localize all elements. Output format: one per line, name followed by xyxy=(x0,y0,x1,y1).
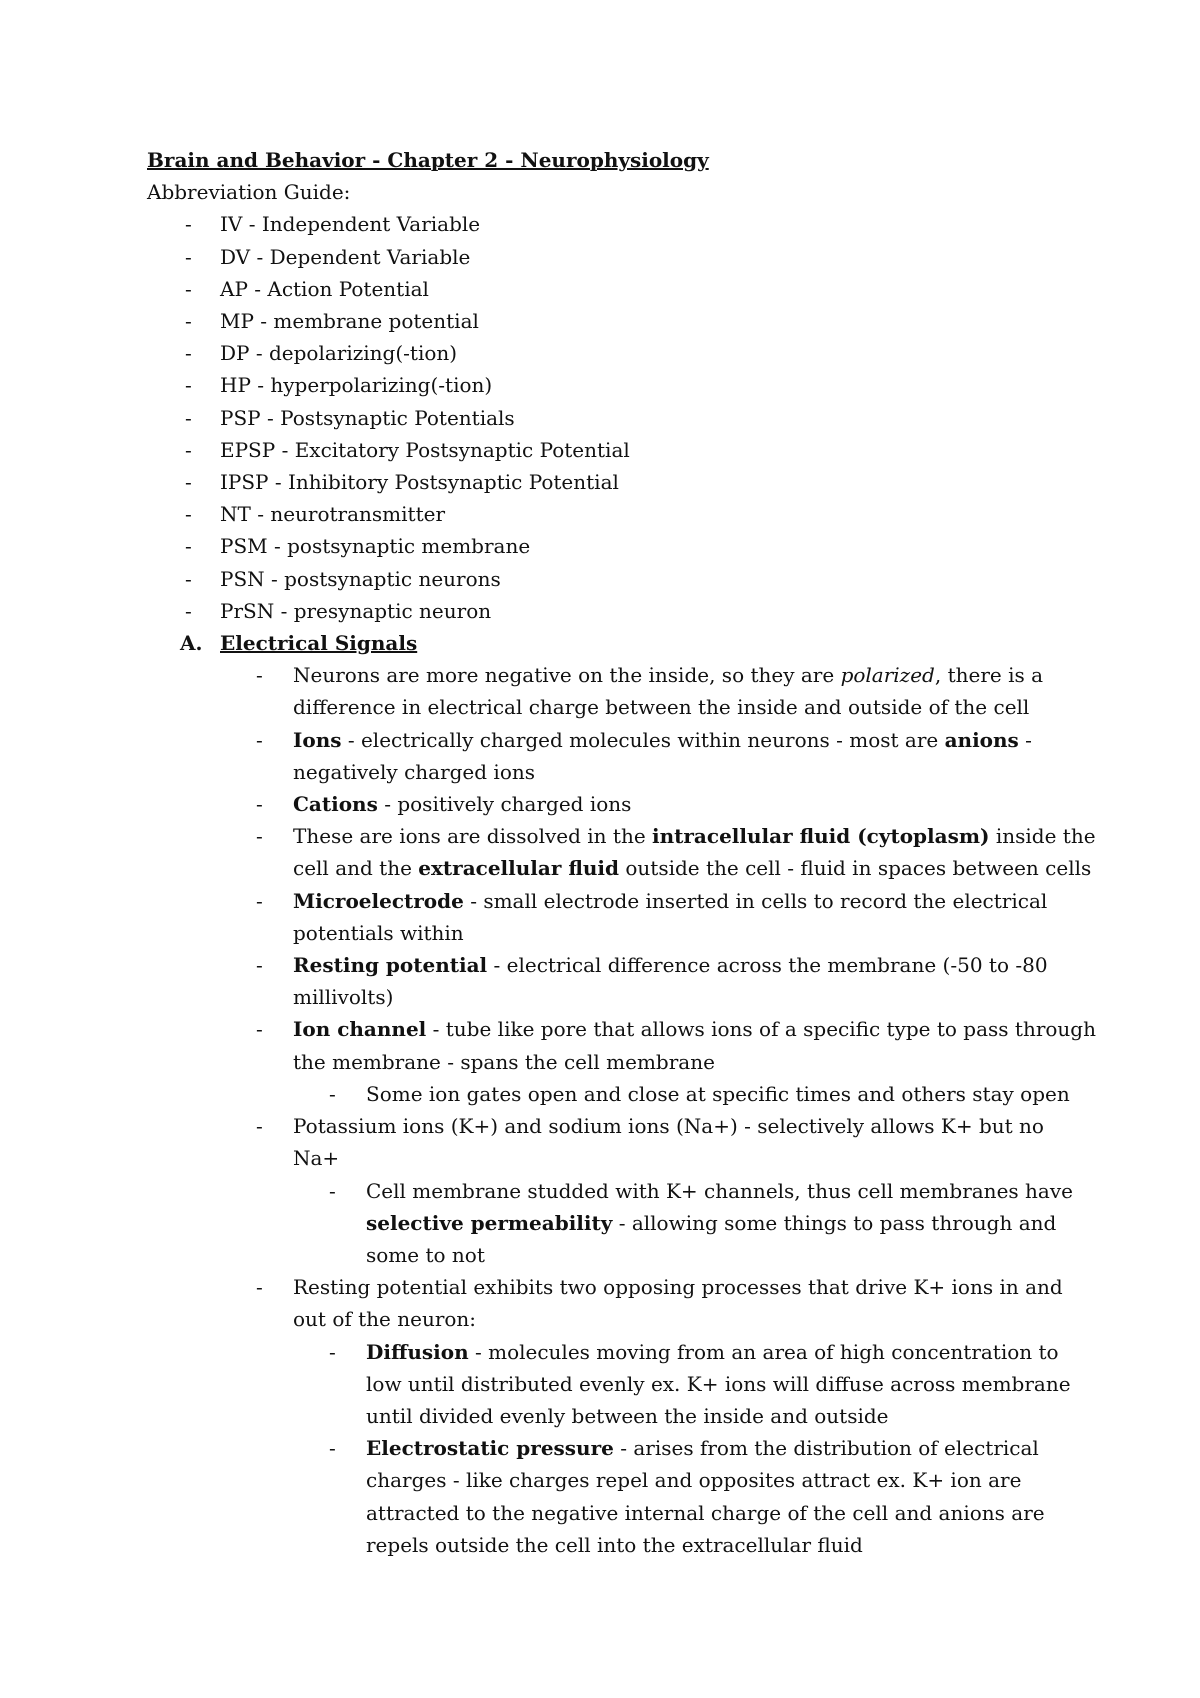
bullet-dash: - xyxy=(329,1178,336,1203)
list-item: - Neurons are more negative on the inside, so they are polarized, there is a xyxy=(147,659,1067,691)
term-selective-permeability: selective permeability xyxy=(366,1210,613,1235)
bullet-dash: - xyxy=(329,1339,336,1364)
sub-list-item-continuation: attracted to the negative internal charge of the cell and anions are xyxy=(366,1500,1045,1525)
list-item-continuation: Na+ xyxy=(293,1146,340,1171)
list-item: - PrSN - presynaptic neuron xyxy=(147,595,1067,627)
sub-list-item: - Some ion gates open and close at specific times and others stay open xyxy=(147,1078,1067,1110)
sub-list-item-continuation: selective permeability - allowing some things to pass through and xyxy=(366,1210,1057,1235)
section-heading xyxy=(147,627,1067,659)
term-ions: Ions xyxy=(293,727,342,752)
list-item: - Resting potential - electrical difference across the membrane (-50 to -80 xyxy=(147,949,1067,981)
document-body xyxy=(147,144,1096,1561)
list-item: - Ion channel - tube like pore that allows ions of a specific type to pass through xyxy=(147,1013,1067,1045)
list-item: - Potassium ions (K+) and sodium ions (Na+) - selectively allows K+ but no xyxy=(147,1110,1067,1142)
bullet-dash: - xyxy=(185,598,192,623)
section-title: Electrical Signals xyxy=(220,631,418,656)
document-title: Brain and Behavior - Chapter 2 - Neurophysiology xyxy=(147,148,709,172)
bullet-dash: - xyxy=(185,405,192,430)
abbreviation-list xyxy=(147,208,1067,627)
sub-list-item: - Diffusion - molecules moving from an area of high concentration to xyxy=(147,1336,1067,1368)
list-item: - IPSP - Inhibitory Postsynaptic Potential xyxy=(147,466,1067,498)
bullet-dash: - xyxy=(256,663,263,688)
sub-list-item: - Electrostatic pressure - arises from the distribution of electrical xyxy=(147,1432,1067,1464)
list-item-continuation: potentials within xyxy=(293,920,464,945)
list-item: - PSN - postsynaptic neurons xyxy=(147,563,1067,595)
list-item-continuation: difference in electrical charge between the inside and outside of the cell xyxy=(293,695,1030,720)
list-item: - DP - depolarizing(-tion) xyxy=(147,337,1067,369)
bullet-dash: - xyxy=(185,470,192,495)
list-item: - HP - hyperpolarizing(-tion) xyxy=(147,369,1067,401)
bullet-dash: - xyxy=(256,824,263,849)
list-item-continuation: cell and the extracellular fluid outside the cell - fluid in spaces between cells xyxy=(293,856,1092,881)
term-cations: Cations xyxy=(293,792,378,817)
bullet-dash: - xyxy=(185,341,192,366)
bullet-dash: - xyxy=(185,309,192,334)
bullet-dash: - xyxy=(185,502,192,527)
list-item: - DV - Dependent Variable xyxy=(147,241,1067,273)
list-item: - Ions - electrically charged molecules within neurons - most are anions - xyxy=(147,724,1067,756)
list-item-continuation: millivolts) xyxy=(293,985,394,1010)
term-anions: anions xyxy=(944,727,1019,752)
bullet-dash: - xyxy=(256,1017,263,1042)
sub-list-item-continuation: some to not xyxy=(366,1242,485,1267)
term-diffusion: Diffusion xyxy=(366,1339,469,1364)
bullet-dash: - xyxy=(185,534,192,559)
section-letter: A. xyxy=(180,631,203,656)
bullet-dash: - xyxy=(185,212,192,237)
bullet-dash: - xyxy=(256,727,263,752)
list-item-continuation: out of the neuron: xyxy=(293,1307,477,1332)
bullet-dash: - xyxy=(185,373,192,398)
bullet-dash: - xyxy=(185,244,192,269)
list-item: - Microelectrode - small electrode inserted in cells to record the electrical xyxy=(147,885,1067,917)
list-item: - Resting potential exhibits two opposing processes that drive K+ ions in and xyxy=(147,1271,1067,1303)
list-item: - MP - membrane potential xyxy=(147,305,1067,337)
bullet-dash: - xyxy=(329,1436,336,1461)
term-electrostatic-pressure: Electrostatic pressure xyxy=(366,1436,614,1461)
bullet-dash: - xyxy=(256,792,263,817)
list-item: - Cations - positively charged ions xyxy=(147,788,1067,820)
list-item: - AP - Action Potential xyxy=(147,273,1067,305)
bullet-dash: - xyxy=(256,953,263,978)
list-item: - EPSP - Excitatory Postsynaptic Potential xyxy=(147,434,1067,466)
bullet-dash: - xyxy=(185,437,192,462)
list-item: - PSP - Postsynaptic Potentials xyxy=(147,402,1067,434)
bullet-dash: - xyxy=(256,1275,263,1300)
term-polarized: polarized xyxy=(840,663,935,688)
list-item: - IV - Independent Variable xyxy=(147,208,1067,240)
sub-list-item-continuation: until divided evenly between the inside and outside xyxy=(366,1403,889,1428)
bullet-dash: - xyxy=(256,1114,263,1139)
list-item: - These are ions are dissolved in the intracellular fluid (cytoplasm) inside the xyxy=(147,820,1067,852)
list-item: - NT - neurotransmitter xyxy=(147,498,1067,530)
bullet-dash: - xyxy=(185,566,192,591)
sub-list-item-continuation: repels outside the cell into the extracellular fluid xyxy=(366,1532,863,1557)
term-microelectrode: Microelectrode xyxy=(293,888,464,913)
term-extracellular-fluid: extracellular fluid xyxy=(418,856,620,881)
sub-list-item: - Cell membrane studded with K+ channels, thus cell membranes have xyxy=(147,1175,1067,1207)
bullet-dash: - xyxy=(185,276,192,301)
list-item-continuation: the membrane - spans the cell membrane xyxy=(293,1049,715,1074)
sub-list-item-continuation: charges - like charges repel and opposites attract ex. K+ ion are xyxy=(366,1468,1022,1493)
abbreviation-heading: Abbreviation Guide: xyxy=(147,180,351,205)
list-item-continuation: negatively charged ions xyxy=(293,759,536,784)
sub-list-item-continuation: low until distributed evenly ex. K+ ions will diffuse across membrane xyxy=(366,1371,1071,1396)
bullet-dash: - xyxy=(256,888,263,913)
bullet-dash: - xyxy=(329,1081,336,1106)
term-resting-potential: Resting potential xyxy=(293,953,488,978)
term-intracellular-fluid: intracellular fluid (cytoplasm) xyxy=(652,824,990,849)
term-ion-channel: Ion channel xyxy=(293,1017,427,1042)
list-item: - PSM - postsynaptic membrane xyxy=(147,530,1067,562)
